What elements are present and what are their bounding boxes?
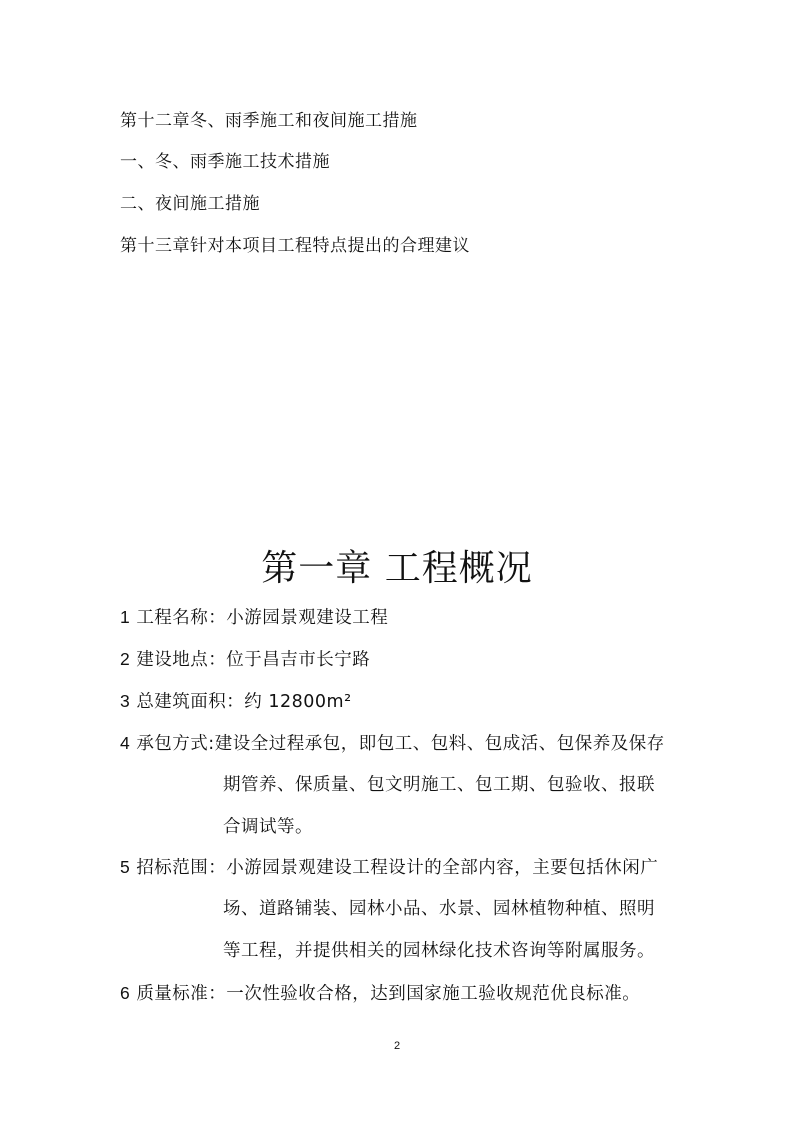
page-number: 2: [393, 1040, 401, 1052]
item-text: 工程名称：小游园景观建设工程: [136, 608, 389, 628]
quality-standard-item: [120, 972, 680, 1014]
item-number: 1: [120, 607, 131, 627]
toc-entry-chapter-13: 第十三章针对本项目工程特点提出的合理建议: [120, 236, 470, 256]
item-number: 2: [120, 649, 131, 669]
chapter-title: 第一章 工程概况: [261, 548, 533, 589]
toc-entry-winter-rain-measures: 一、冬、雨季施工技术措施: [120, 152, 330, 172]
item-text-line-3: 合调试等。: [223, 817, 313, 837]
item-text-line-2: 期管养、保质量、包文明施工、包工期、包验收、报联: [223, 775, 655, 795]
item-text: 建设地点：位于昌吉市长宁路: [136, 650, 371, 670]
toc-entry-chapter-12: 第十二章冬、雨季施工和夜间施工措施: [120, 111, 418, 131]
total-area-item: [120, 680, 680, 722]
item-text: 质量标准：一次性验收合格，达到国家施工验收规范优良标准。: [136, 984, 641, 1004]
item-number: 4: [120, 733, 131, 753]
item-text-line-2: 场、道路铺装、园林小品、水景、园林植物种植、照明: [223, 899, 655, 919]
bid-scope-item: [120, 846, 680, 972]
item-number: 3: [120, 691, 131, 711]
toc-entry-night-measures: 二、夜间施工措施: [120, 194, 260, 214]
item-text-line-3: 等工程，并提供相关的园林绿化技术咨询等附属服务。: [223, 941, 655, 961]
construction-site-item: [120, 638, 680, 680]
project-name-item: [120, 596, 680, 638]
item-text-line-1: 承包方式:建设全过程承包，即包工、包料、包成活、包保养及保存: [136, 734, 665, 754]
item-text-line-1: 招标范围：小游园景观建设工程设计的全部内容，主要包括休闲广: [136, 858, 659, 878]
item-number: 5: [120, 857, 131, 877]
contract-method-item: [120, 722, 680, 848]
item-text: 总建筑面积：约 12800m²: [136, 692, 352, 712]
item-number: 6: [120, 983, 131, 1003]
